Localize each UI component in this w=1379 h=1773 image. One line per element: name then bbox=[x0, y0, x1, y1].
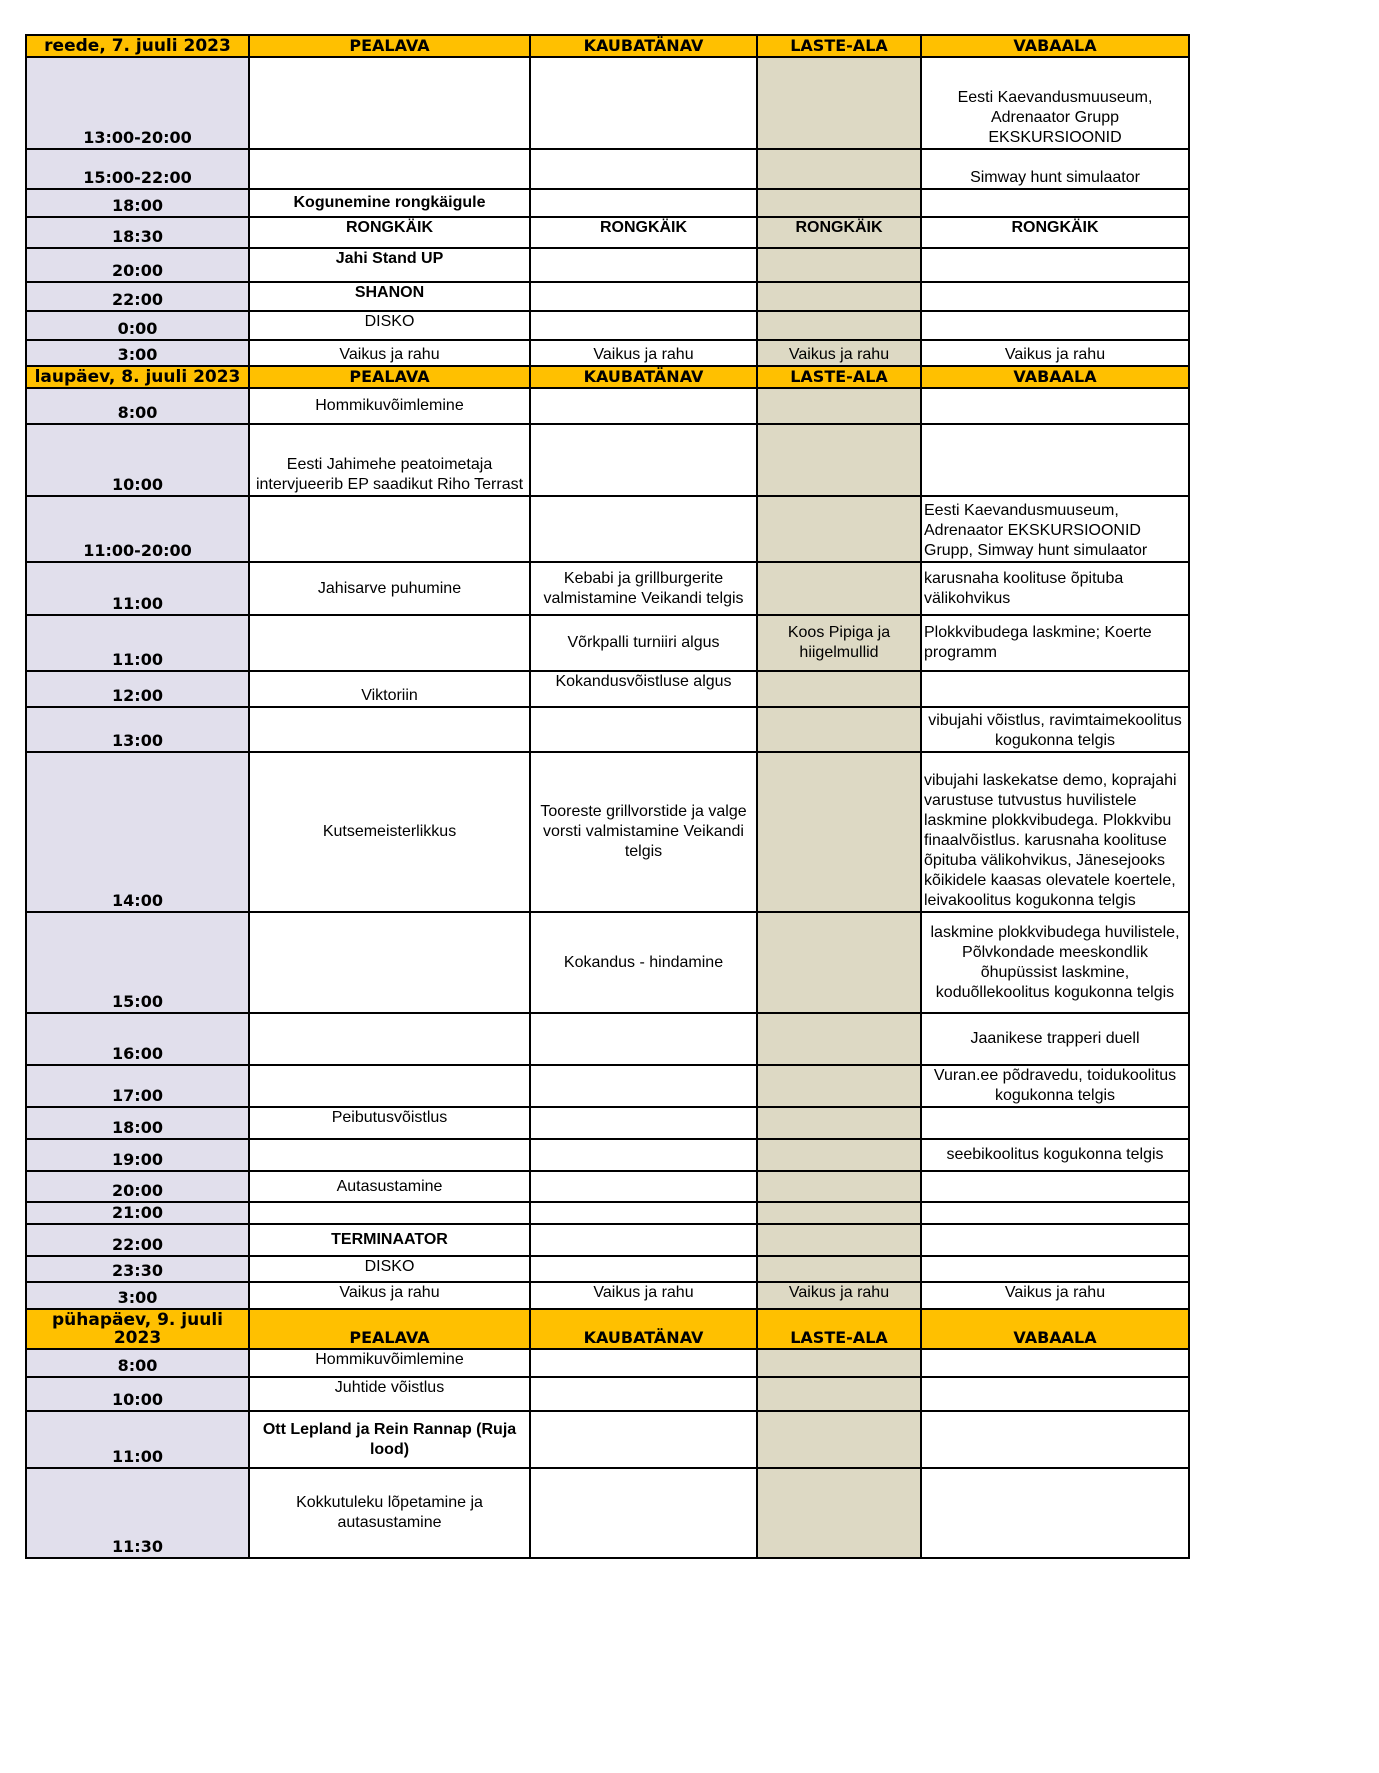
kaubatanav-cell bbox=[530, 1349, 757, 1377]
kaubatanav-cell: Võrkpalli turniiri algus bbox=[530, 615, 757, 671]
laste-ala-cell bbox=[757, 1224, 921, 1256]
kaubatanav-cell bbox=[530, 1107, 757, 1139]
kaubatanav-cell bbox=[530, 282, 757, 311]
vabaala-cell: Vaikus ja rahu bbox=[921, 1282, 1189, 1309]
column-header-laste-ala: LASTE-ALA bbox=[757, 366, 921, 388]
schedule-row bbox=[26, 562, 1189, 615]
time-cell: 22:00 bbox=[26, 282, 249, 311]
column-header-pealava: PEALAVA bbox=[249, 366, 530, 388]
laste-ala-cell bbox=[757, 388, 921, 424]
pealava-cell: Ott Lepland ja Rein Rannap (Ruja lood) bbox=[249, 1411, 530, 1468]
schedule-row bbox=[26, 189, 1189, 217]
laste-ala-cell bbox=[757, 562, 921, 615]
pealava-cell bbox=[249, 1065, 530, 1107]
kaubatanav-cell bbox=[530, 1224, 757, 1256]
kaubatanav-cell: Kebabi ja grillburgerite valmistamine Veikandi telgis bbox=[530, 562, 757, 615]
time-cell: 22:00 bbox=[26, 1224, 249, 1256]
pealava-cell: TERMINAATOR bbox=[249, 1224, 530, 1256]
laste-ala-cell bbox=[757, 752, 921, 912]
vabaala-cell: vibujahi võistlus, ravimtaimekoolitus kogukonna telgis bbox=[921, 707, 1189, 752]
day-label: pühapäev, 9. juuli 2023 bbox=[26, 1309, 249, 1349]
vabaala-cell: Eesti Kaevandusmuuseum, Adrenaator EKSKURSIOONID Grupp, Simway hunt simulaator bbox=[921, 496, 1189, 562]
pealava-cell: DISKO bbox=[249, 1256, 530, 1282]
vabaala-cell bbox=[921, 671, 1189, 707]
laste-ala-cell bbox=[757, 707, 921, 752]
vabaala-cell bbox=[921, 282, 1189, 311]
vabaala-cell bbox=[921, 1377, 1189, 1411]
day-header-row bbox=[26, 366, 1189, 388]
time-cell: 16:00 bbox=[26, 1013, 249, 1065]
pealava-cell: Juhtide võistlus bbox=[249, 1377, 530, 1411]
vabaala-cell: seebikoolitus kogukonna telgis bbox=[921, 1139, 1189, 1171]
laste-ala-cell bbox=[757, 912, 921, 1013]
time-cell: 11:30 bbox=[26, 1468, 249, 1558]
laste-ala-cell bbox=[757, 1411, 921, 1468]
column-header-kaubatanav: KAUBATÄNAV bbox=[530, 1309, 757, 1349]
pealava-cell: Hommikuvõimlemine bbox=[249, 1349, 530, 1377]
time-cell: 23:30 bbox=[26, 1256, 249, 1282]
laste-ala-cell: RONGKÄIK bbox=[757, 217, 921, 248]
vabaala-cell bbox=[921, 311, 1189, 340]
kaubatanav-cell bbox=[530, 1377, 757, 1411]
time-cell: 11:00-20:00 bbox=[26, 496, 249, 562]
kaubatanav-cell: Vaikus ja rahu bbox=[530, 340, 757, 366]
pealava-cell: Kokkutuleku lõpetamine ja autasustamine bbox=[249, 1468, 530, 1558]
laste-ala-cell bbox=[757, 1468, 921, 1558]
schedule-row bbox=[26, 311, 1189, 340]
schedule-row bbox=[26, 388, 1189, 424]
time-cell: 12:00 bbox=[26, 671, 249, 707]
time-cell: 3:00 bbox=[26, 1282, 249, 1309]
time-cell: 19:00 bbox=[26, 1139, 249, 1171]
column-header-pealava: PEALAVA bbox=[249, 1309, 530, 1349]
kaubatanav-cell bbox=[530, 1065, 757, 1107]
time-cell: 20:00 bbox=[26, 1171, 249, 1202]
time-cell: 13:00 bbox=[26, 707, 249, 752]
pealava-cell: Eesti Jahimehe peatoimetaja intervjueerib EP saadikut Riho Terrast bbox=[249, 424, 530, 496]
time-cell: 13:00-20:00 bbox=[26, 57, 249, 149]
pealava-cell: RONGKÄIK bbox=[249, 217, 530, 248]
festival-schedule-table bbox=[25, 34, 1190, 1559]
day-header-row bbox=[26, 35, 1189, 57]
laste-ala-cell bbox=[757, 1139, 921, 1171]
kaubatanav-cell bbox=[530, 388, 757, 424]
vabaala-cell: Vuran.ee põdravedu, toidukoolitus kogukonna telgis bbox=[921, 1065, 1189, 1107]
pealava-cell bbox=[249, 1013, 530, 1065]
schedule-row bbox=[26, 1224, 1189, 1256]
pealava-cell bbox=[249, 615, 530, 671]
vabaala-cell bbox=[921, 424, 1189, 496]
column-header-pealava: PEALAVA bbox=[249, 35, 530, 57]
kaubatanav-cell bbox=[530, 189, 757, 217]
laste-ala-cell bbox=[757, 1256, 921, 1282]
time-cell: 10:00 bbox=[26, 424, 249, 496]
column-header-laste-ala: LASTE-ALA bbox=[757, 1309, 921, 1349]
laste-ala-cell bbox=[757, 282, 921, 311]
schedule-row bbox=[26, 340, 1189, 366]
schedule-row bbox=[26, 1171, 1189, 1202]
time-cell: 18:30 bbox=[26, 217, 249, 248]
pealava-cell bbox=[249, 1139, 530, 1171]
kaubatanav-cell bbox=[530, 1256, 757, 1282]
schedule-row bbox=[26, 1139, 1189, 1171]
day-label: laupäev, 8. juuli 2023 bbox=[26, 366, 249, 388]
pealava-cell bbox=[249, 707, 530, 752]
laste-ala-cell: Vaikus ja rahu bbox=[757, 340, 921, 366]
pealava-cell bbox=[249, 1202, 530, 1224]
vabaala-cell bbox=[921, 1349, 1189, 1377]
kaubatanav-cell: RONGKÄIK bbox=[530, 217, 757, 248]
laste-ala-cell bbox=[757, 248, 921, 282]
laste-ala-cell bbox=[757, 424, 921, 496]
vabaala-cell bbox=[921, 1411, 1189, 1468]
kaubatanav-cell bbox=[530, 1171, 757, 1202]
time-cell: 11:00 bbox=[26, 615, 249, 671]
time-cell: 11:00 bbox=[26, 1411, 249, 1468]
vabaala-cell: Jaanikese trapperi duell bbox=[921, 1013, 1189, 1065]
laste-ala-cell bbox=[757, 1349, 921, 1377]
schedule-row bbox=[26, 424, 1189, 496]
laste-ala-cell bbox=[757, 189, 921, 217]
kaubatanav-cell bbox=[530, 424, 757, 496]
schedule-row bbox=[26, 752, 1189, 912]
vabaala-cell: karusnaha koolituse õpituba välikohvikus bbox=[921, 562, 1189, 615]
schedule-row bbox=[26, 1013, 1189, 1065]
schedule-row bbox=[26, 1411, 1189, 1468]
pealava-cell bbox=[249, 912, 530, 1013]
schedule-row bbox=[26, 217, 1189, 248]
column-header-kaubatanav: KAUBATÄNAV bbox=[530, 366, 757, 388]
time-cell: 0:00 bbox=[26, 311, 249, 340]
kaubatanav-cell: Tooreste grillvorstide ja valge vorsti valmistamine Veikandi telgis bbox=[530, 752, 757, 912]
laste-ala-cell bbox=[757, 311, 921, 340]
schedule-row bbox=[26, 1468, 1189, 1558]
column-header-vabaala: VABAALA bbox=[921, 35, 1189, 57]
schedule-row bbox=[26, 149, 1189, 189]
laste-ala-cell bbox=[757, 1202, 921, 1224]
kaubatanav-cell bbox=[530, 57, 757, 149]
schedule-row bbox=[26, 57, 1189, 149]
vabaala-cell: laskmine plokkvibudega huvilistele, Põlvkondade meeskondlik õhupüssist laskmine, koduõllekoolitus kogukonna telgis bbox=[921, 912, 1189, 1013]
pealava-cell: Kogunemine rongkäigule bbox=[249, 189, 530, 217]
schedule-row bbox=[26, 248, 1189, 282]
pealava-cell: Jahi Stand UP bbox=[249, 248, 530, 282]
time-cell: 18:00 bbox=[26, 1107, 249, 1139]
schedule-row bbox=[26, 1282, 1189, 1309]
schedule-row bbox=[26, 496, 1189, 562]
kaubatanav-cell bbox=[530, 1468, 757, 1558]
vabaala-cell: Eesti Kaevandusmuuseum, Adrenaator Grupp EKSKURSIOONID bbox=[921, 57, 1189, 149]
laste-ala-cell bbox=[757, 57, 921, 149]
vabaala-cell bbox=[921, 1256, 1189, 1282]
pealava-cell: Jahisarve puhumine bbox=[249, 562, 530, 615]
time-cell: 3:00 bbox=[26, 340, 249, 366]
laste-ala-cell: Vaikus ja rahu bbox=[757, 1282, 921, 1309]
vabaala-cell: RONGKÄIK bbox=[921, 217, 1189, 248]
vabaala-cell bbox=[921, 1202, 1189, 1224]
time-cell: 21:00 bbox=[26, 1202, 249, 1224]
laste-ala-cell bbox=[757, 1171, 921, 1202]
kaubatanav-cell bbox=[530, 1013, 757, 1065]
kaubatanav-cell: Kokandus - hindamine bbox=[530, 912, 757, 1013]
kaubatanav-cell bbox=[530, 149, 757, 189]
time-cell: 10:00 bbox=[26, 1377, 249, 1411]
pealava-cell: Peibutusvõistlus bbox=[249, 1107, 530, 1139]
time-cell: 15:00 bbox=[26, 912, 249, 1013]
pealava-cell bbox=[249, 57, 530, 149]
kaubatanav-cell bbox=[530, 1139, 757, 1171]
time-cell: 15:00-22:00 bbox=[26, 149, 249, 189]
kaubatanav-cell bbox=[530, 707, 757, 752]
schedule-row bbox=[26, 912, 1189, 1013]
column-header-laste-ala: LASTE-ALA bbox=[757, 35, 921, 57]
day-label: reede, 7. juuli 2023 bbox=[26, 35, 249, 57]
kaubatanav-cell bbox=[530, 1202, 757, 1224]
schedule-row bbox=[26, 1377, 1189, 1411]
kaubatanav-cell bbox=[530, 311, 757, 340]
pealava-cell: SHANON bbox=[249, 282, 530, 311]
pealava-cell: Viktoriin bbox=[249, 671, 530, 707]
pealava-cell: Hommikuvõimlemine bbox=[249, 388, 530, 424]
vabaala-cell bbox=[921, 248, 1189, 282]
laste-ala-cell bbox=[757, 1065, 921, 1107]
time-cell: 17:00 bbox=[26, 1065, 249, 1107]
pealava-cell: Vaikus ja rahu bbox=[249, 1282, 530, 1309]
laste-ala-cell bbox=[757, 1107, 921, 1139]
vabaala-cell bbox=[921, 1224, 1189, 1256]
schedule-row bbox=[26, 615, 1189, 671]
pealava-cell: Autasustamine bbox=[249, 1171, 530, 1202]
laste-ala-cell bbox=[757, 1013, 921, 1065]
time-cell: 8:00 bbox=[26, 388, 249, 424]
schedule-row bbox=[26, 1202, 1189, 1224]
vabaala-cell bbox=[921, 1171, 1189, 1202]
laste-ala-cell bbox=[757, 671, 921, 707]
schedule-row bbox=[26, 1065, 1189, 1107]
vabaala-cell bbox=[921, 388, 1189, 424]
pealava-cell: DISKO bbox=[249, 311, 530, 340]
schedule-row bbox=[26, 1349, 1189, 1377]
kaubatanav-cell bbox=[530, 248, 757, 282]
column-header-vabaala: VABAALA bbox=[921, 366, 1189, 388]
time-cell: 18:00 bbox=[26, 189, 249, 217]
pealava-cell bbox=[249, 496, 530, 562]
pealava-cell bbox=[249, 149, 530, 189]
pealava-cell: Vaikus ja rahu bbox=[249, 340, 530, 366]
time-cell: 11:00 bbox=[26, 562, 249, 615]
laste-ala-cell bbox=[757, 1377, 921, 1411]
time-cell: 20:00 bbox=[26, 248, 249, 282]
vabaala-cell: vibujahi laskekatse demo, koprajahi varustuse tutvustus huvilistele laskmine plokkvibudega. Plokkvibu finaalvõistlus. karusnaha koolituse õpituba välikohvikus, Jänesejooks kõikidele kaasas olevatele koertele, leivakoolitus kogukonna telgis bbox=[921, 752, 1189, 912]
vabaala-cell: Plokkvibudega laskmine; Koerte programm bbox=[921, 615, 1189, 671]
schedule-row bbox=[26, 1107, 1189, 1139]
pealava-cell: Kutsemeisterlikkus bbox=[249, 752, 530, 912]
kaubatanav-cell: Vaikus ja rahu bbox=[530, 1282, 757, 1309]
time-cell: 14:00 bbox=[26, 752, 249, 912]
laste-ala-cell bbox=[757, 149, 921, 189]
laste-ala-cell: Koos Pipiga ja hiigelmullid bbox=[757, 615, 921, 671]
vabaala-cell bbox=[921, 1468, 1189, 1558]
vabaala-cell: Vaikus ja rahu bbox=[921, 340, 1189, 366]
schedule-row bbox=[26, 282, 1189, 311]
schedule-row bbox=[26, 671, 1189, 707]
column-header-vabaala: VABAALA bbox=[921, 1309, 1189, 1349]
day-header-row bbox=[26, 1309, 1189, 1349]
time-cell: 8:00 bbox=[26, 1349, 249, 1377]
kaubatanav-cell bbox=[530, 1411, 757, 1468]
laste-ala-cell bbox=[757, 496, 921, 562]
schedule-row bbox=[26, 1256, 1189, 1282]
vabaala-cell: Simway hunt simulaator bbox=[921, 149, 1189, 189]
kaubatanav-cell: Kokandusvõistluse algus bbox=[530, 671, 757, 707]
schedule-row bbox=[26, 707, 1189, 752]
kaubatanav-cell bbox=[530, 496, 757, 562]
vabaala-cell bbox=[921, 1107, 1189, 1139]
column-header-kaubatanav: KAUBATÄNAV bbox=[530, 35, 757, 57]
vabaala-cell bbox=[921, 189, 1189, 217]
